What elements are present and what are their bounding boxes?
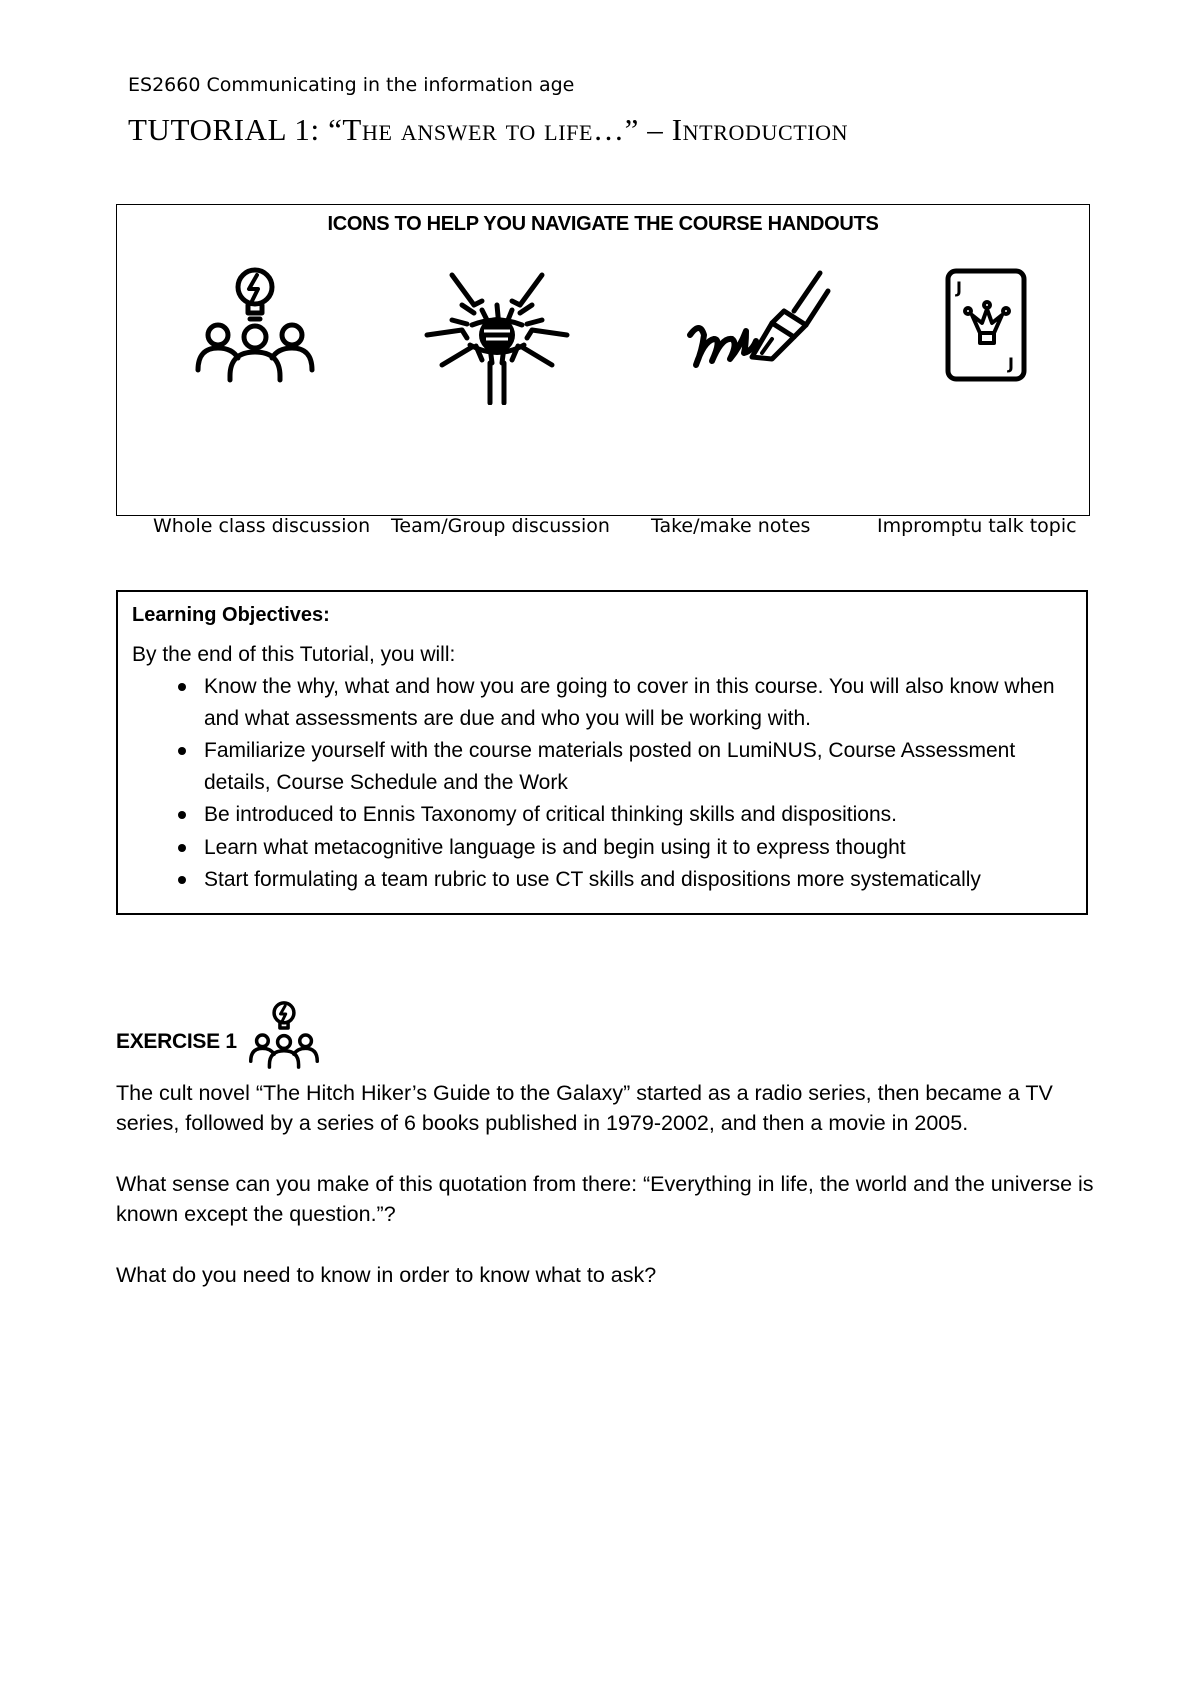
legend-caption-whole-class: Whole class discussion [153,515,371,537]
legend-caption-notes: Take/make notes [651,515,811,537]
group-hands-icon [422,265,572,405]
objectives-intro: By the end of this Tutorial, you will: [132,643,456,666]
objectives-heading: Learning Objectives: [132,604,330,626]
svg-text:J: J [956,278,962,297]
fountain-pen-icon [682,265,832,385]
svg-text:J: J [1008,354,1014,373]
exercise-paragraph-2: What sense can you make of this quotation from there: “Everything in life, the world and the universe is known except the question.”? [116,1172,1094,1226]
objective-item: Know the why, what and how you are going to cover in this course. You will also know when and what assessments are due and who you will be working with. [132,671,1072,734]
bullet-icon [178,683,186,691]
bullet-icon [178,811,186,819]
legend-item-whole-class [145,265,371,537]
exercise-paragraph-3: What do you need to know in order to know what to ask? [116,1263,657,1287]
legend-item-impromptu [877,265,1097,537]
bullet-icon [178,876,186,884]
exercise-heading: EXERCISE 1 [116,1030,237,1053]
page-title: TUTORIAL 1: “The answer to life…” – Introduction [128,112,849,147]
learning-objectives-box [116,590,1088,915]
objective-item: Learn what metacognitive language is and begin using it to express thought [132,832,1072,864]
whole-class-discussion-icon [190,265,320,385]
legend-caption-impromptu: Impromptu talk topic [877,515,1077,537]
objective-item: Start formulating a team rubric to use CT skills and dispositions more systematically [132,864,1072,896]
objectives-list [132,671,1072,896]
legend-item-notes [647,265,867,537]
exercise-paragraph-1: The cult novel “The Hitch Hiker’s Guide to the Galaxy” started as a radio series, then became a TV series, followed by a series of 6 books published in 1979-2002, and then a movie in 2005. [116,1081,1053,1135]
bullet-icon [178,747,186,755]
whole-class-discussion-icon [246,1000,322,1070]
objective-item: Familiarize yourself with the course materials posted on LumiNUS, Course Assessment details, Course Schedule and the Work [132,735,1072,798]
course-header: ES2660 Communicating in the information age [128,74,575,96]
legend-item-team-group [387,265,610,537]
icons-legend-heading: ICONS TO HELP YOU NAVIGATE THE COURSE HANDOUTS [327,213,879,235]
icons-legend-box [116,204,1090,537]
jester-card-icon [942,265,1032,385]
legend-caption-team-group: Team/Group discussion [391,515,610,537]
bullet-icon [178,844,186,852]
objective-item: Be introduced to Ennis Taxonomy of critical thinking skills and dispositions. [132,799,1072,831]
